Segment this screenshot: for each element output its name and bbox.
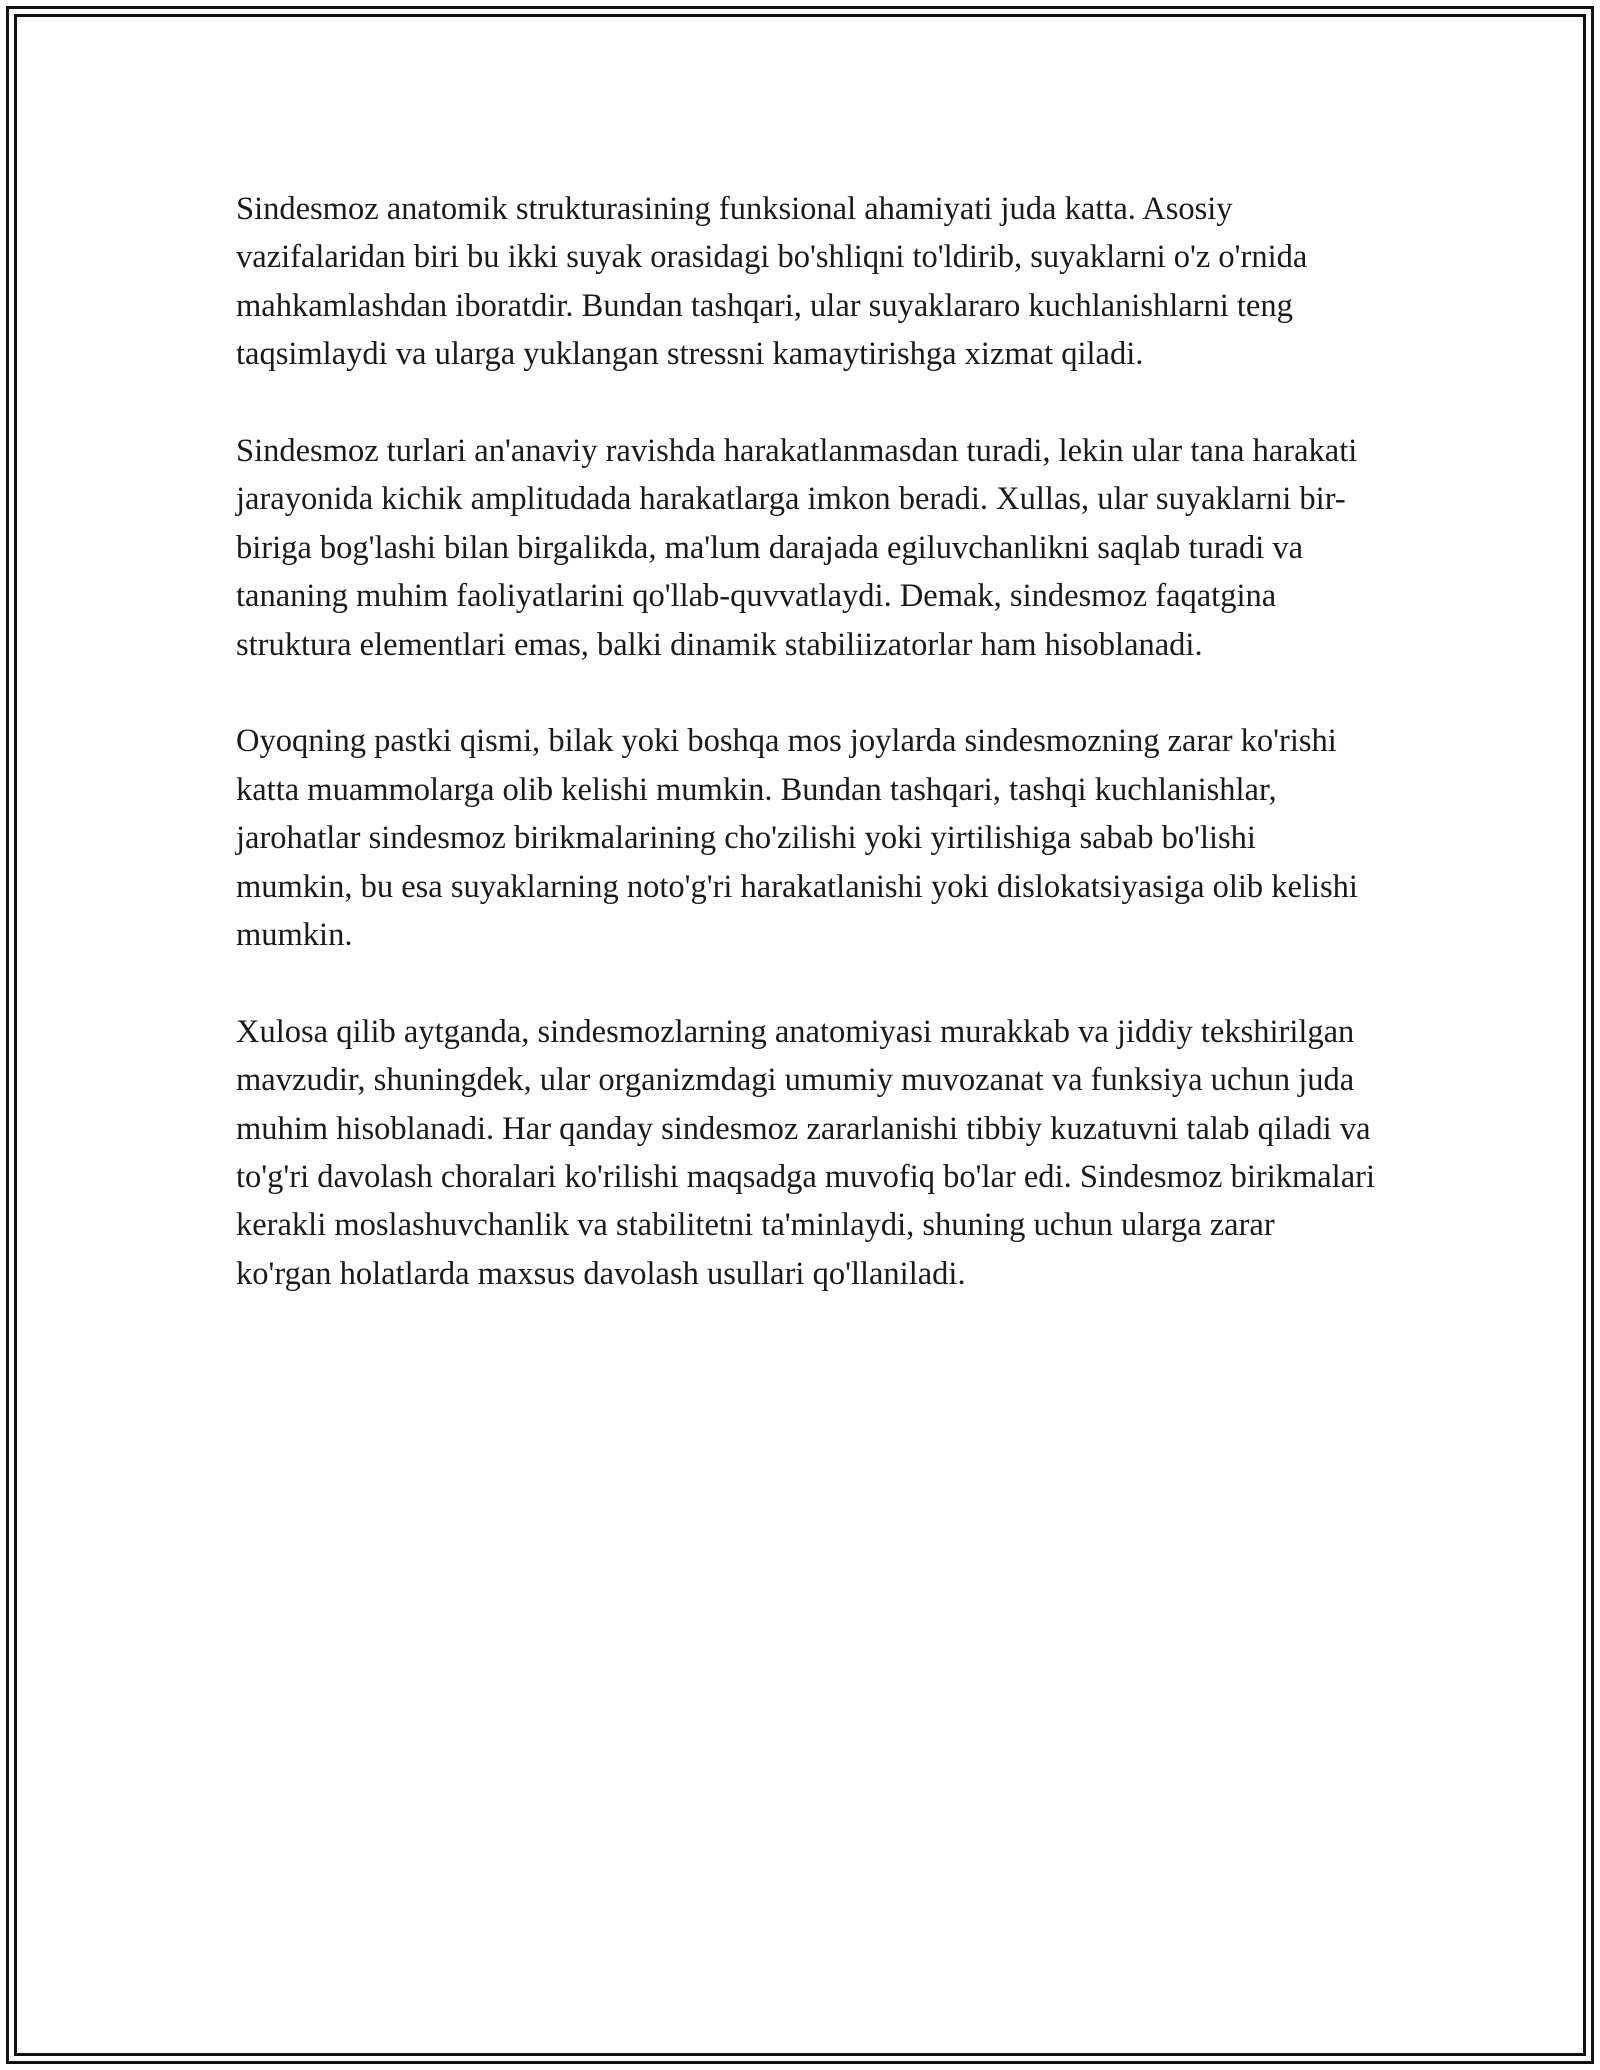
paragraph-1: Sindesmoz anatomik strukturasining funksional ahamiyati juda katta. Asosiy vazifalaridan biri bu ikki suyak orasidagi bo'shliqni to'ldirib, suyaklarni o'z o'rnida mahkamlashdan iboratdir. Bundan tashqari, ular suyaklararo kuchlanishlarni teng taqsimlaydi va ularga yuklangan stressni kamaytirishga xizmat qiladi. [236,191,1308,373]
paragraph-3: Oyoqning pastki qismi, bilak yoki boshqa mos joylarda sindesmozning zarar ko'rishi katta muammolarga olib kelishi mumkin. Bundan tashqari, tashqi kuchlanishlar, jarohatlar sindesmoz birikmalarining cho'zilishi yoki yirtilishiga sabab bo'lishi mumkin, bu esa suyaklarning noto'g'ri harakatlanishi yoki dislokatsiyasiga olib kelishi mumkin. [236,723,1358,954]
paragraph-2: Sindesmoz turlari an'anaviy ravishda harakatlanmasdan turadi, lekin ular tana harakati jarayonida kichik amplitudada harakatlarga imkon beradi. Xullas, ular suyaklarni bir-biriga bog'lashi bilan birgalikda, ma'lum darajada egiluvchanlikni saqlab turadi va tananing muhim faoliyatlarini qo'llab-quvvatlaydi. Demak, sindesmoz faqatgina struktura elementlari emas, balki dinamik stabiliizatorlar ham hisoblanadi. [236,433,1358,663]
document-body [236,185,1376,1347]
paragraph-4: Xulosa qilib aytganda, sindesmozlarning anatomiyasi murakkab va jiddiy tekshirilgan mavzudir, shuningdek, ular organizmdagi umumiy muvozanat va funksiya uchun juda muhim hisoblanadi. Har qanday sindesmoz zararlanishi tibbiy kuzatuvni talab qiladi va to'g'ri davolash choralari ko'rilishi maqsadga muvofiq bo'lar edi. Sindesmoz birikmalari kerakli moslashuvchanlik va stabilitetni ta'minlaydi, shuning uchun ularga zarar ko'rgan holatlarda maxsus davolash usullari qo'llaniladi. [236,1013,1375,1292]
